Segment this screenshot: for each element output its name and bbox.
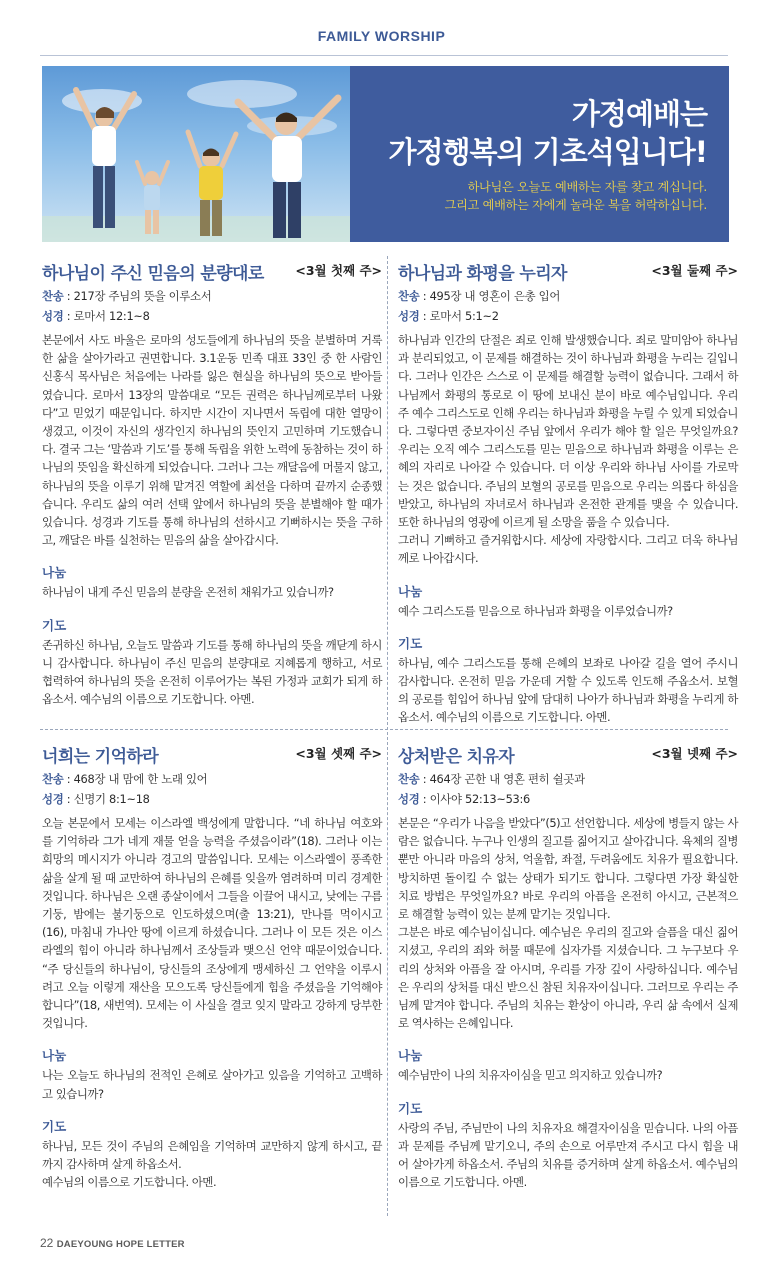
- hero-text-panel: [350, 66, 729, 242]
- share-heading: 나눔: [398, 583, 423, 599]
- section-title: 너희는 기억하라: [42, 747, 159, 767]
- prayer-heading: 기도: [398, 635, 423, 651]
- week-label: <3월 첫째 주>: [295, 263, 382, 278]
- prayer-text: 사랑의 주님, 주님만이 나의 치유자요 해결자이심을 믿습니다. 나의 아픔과 문제를 주님께 맡기오니, 주의 손으로 어루만져 주시고 다시 힘을 내어 살아가게 하옵소서. 주님의 치유를 증거하며 살게 하옵소서. 예수님의 이름으로 기도합니다. 아멘.: [398, 1120, 738, 1190]
- week-label: <3월 셋째 주>: [295, 746, 382, 761]
- worship-section-week4: [398, 742, 738, 1191]
- share-heading: 나눔: [42, 1048, 67, 1064]
- row-divider: [40, 729, 728, 730]
- body-paragraph: 오늘 본문에서 모세는 이스라엘 백성에게 말합니다. “네 하나님 여호와를 기억하라 그가 네게 재물 얻을 능력을 주셨음이라”(18). 그러나 이는 희망의 메시지가 아니라 경고의 말씀입니다. 모세는 이스라엘이 풍족한 삶을 살게 될 때 교만하여 하나님의 은혜를 잊을까 염려하며 미리 경계한 것입니다. 하나님은 오랜 종살이에서 그들을 이끌어 내시고, 낮에는 구름기둥, 밤에는 불기둥으로 인도하셨으며(출 13:21), 만나를 먹이시고(16), 마침내 가나안 땅에 이르게 하셨습니다. 그러나 이 모든 것은 이스라엘의 힘이 아니라 하나님께서 조상들과 맺으신 언약 때문이었습니다. “주 당신들의 하나님이, 당신들의 조상에게 맹세하신 그 언약을 이루시려고 오늘 이렇게 재산을 모으도록 당신들에게 힘을 주셨음을 기억해야 합니다”(18, 새번역). 모세는 이 사실을 결코 잊지 말라고 강하게 당부한 것입니다.: [42, 816, 382, 1031]
- week-label: <3월 넷째 주>: [651, 746, 738, 761]
- hero-title-line2: 가정행복의 기초석입니다!: [388, 135, 707, 169]
- body-paragraph: 본문에서 사도 바울은 로마의 성도들에게 하나님의 뜻을 분별하며 거룩한 삶을 살아가라고 권면합니다. 3.1운동 민족 대표 33인 중 한 사람인 신홍식 목사님은 처음에는 나라를 잃은 현실을 하나님의 뜻으로 받아들였습니다. 로마서 13장의 말씀대로 “모든 권력은 하나님께로부터 나왔다”고 믿었기 때문입니다. 하지만 시간이 지나면서 독립에 대한 열망이 생겼고, 이것이 자신의 생각인지 하나님의 뜻인지 고민하며 기도했습니다. 결국 그는 ‘말씀과 기도’를 통해 독립을 위한 노력에 동참하는 것이 하나님의 뜻임을 확신하게 되었습니다. 그러나 그는 깨달음에 머물지 않고, 하나님의 뜻을 이루기 위해 맡겨진 역할에 최선을 다하며 끝까지 순종했습니다. 우리도 삶의 여러 선택 앞에서 하나님의 뜻을 분별해야 할 때가 있습니다. 성경과 기도를 통해 하나님의 선하시고 기뻐하시는 뜻을 구하고, 깨달은 바를 실천하는 믿음의 삶을 살아갑시다.: [42, 333, 382, 548]
- page-number: 22: [40, 1236, 54, 1250]
- page-footer: [40, 1236, 185, 1250]
- prayer-text: 하나님, 예수 그리스도를 통해 은혜의 보좌로 나아갈 길을 열어 주시니 감사합니다. 온전히 믿음 가운데 거할 수 있도록 인도해 주옵소서. 보혈의 공로를 힘입어 하나님 앞에 담대히 나아가 하나님과 화평을 누리게 하옵소서. 예수님의 이름으로 기도합니다. 아멘.: [398, 655, 738, 725]
- scripture-line: 성경 : 로마서 12:1~8: [42, 309, 150, 323]
- section-title: 상처받은 치유자: [398, 747, 515, 767]
- share-question: 하나님이 내게 주신 믿음의 분량을 온전히 채워가고 있습니까?: [42, 585, 334, 600]
- hymn-line: 찬송 : 217장 주님의 뜻을 이루소서: [42, 289, 212, 303]
- prayer-heading: 기도: [398, 1100, 423, 1116]
- worship-section-week3: [42, 742, 382, 1191]
- hero-subtitle-line1: 하나님은 오늘도 예배하는 자를 찾고 계십니다.: [467, 180, 707, 194]
- week-label: <3월 둘째 주>: [651, 263, 738, 278]
- page-header-title: FAMILY WORSHIP: [317, 28, 446, 44]
- publication-name: DAEYOUNG HOPE LETTER: [56, 1239, 185, 1250]
- hero-banner: [42, 66, 729, 242]
- hero-subtitle-line2: 그리고 예배하는 자에게 놀라운 복을 허락하십니다.: [444, 198, 707, 212]
- section-title: 하나님과 화평을 누리자: [398, 264, 567, 284]
- column-divider: [387, 256, 388, 1216]
- body-paragraph: 그분은 바로 예수님이십니다. 예수님은 우리의 질고와 슬픔을 대신 짊어지셨고, 우리의 죄와 허물 때문에 십자가를 지셨습니다. 그 누구보다 우리의 상처와 아픔을 잘 아시며, 우리를 가장 깊이 사랑하십니다. 예수님은 우리의 상처를 대신 받으신 참된 치유자이십니다. 그러므로 우리는 주님께 맡겨야 합니다. 주님의 치유는 환상이 아니라, 우리 삶 속에서 실제로 역사하는 은혜입니다.: [398, 925, 738, 1031]
- share-heading: 나눔: [398, 1048, 423, 1064]
- prayer-text: 존귀하신 하나님, 오늘도 말씀과 기도를 통해 하나님의 뜻을 깨닫게 하시니 감사합니다. 하나님이 주신 믿음의 분량대로 지혜롭게 행하고, 서로 협력하여 하나님의 뜻을 온전히 이루어가는 복된 가정과 교회가 되게 하옵소서. 예수님의 이름으로 기도합니다. 아멘.: [42, 637, 382, 707]
- family-illustration: [42, 66, 350, 242]
- prayer-heading: 기도: [42, 617, 67, 633]
- share-heading: 나눔: [42, 565, 67, 581]
- scripture-line: 성경 : 로마서 5:1~2: [398, 309, 499, 323]
- section-title: 하나님이 주신 믿음의 분량대로: [42, 264, 264, 284]
- hymn-line: 찬송 : 495장 내 영혼이 은총 입어: [398, 289, 561, 303]
- body-paragraph: 그러니 기뻐하고 즐거워합시다. 세상에 자랑합시다. 그리고 더욱 하나님께로 나아갑시다.: [398, 533, 738, 566]
- hymn-line: 찬송 : 464장 곤한 내 영혼 편히 쉴곳과: [398, 772, 585, 786]
- header-divider: [40, 55, 728, 56]
- worship-section-week2: [398, 259, 738, 727]
- body-paragraph: 하나님과 인간의 단절은 죄로 인해 발생했습니다. 죄로 말미암아 하나님과 분리되었고, 이 문제를 해결하는 것이 하나님과 화평을 누리는 길입니다. 그러나 인간은 스스로 이 문제를 해결할 능력이 없습니다. 그래서 하나님께서 화평의 통로로 이 땅에 보내신 분이 바로 예수님입니다. 우리 주 예수 그리스도로 인해 우리는 하나님과 화평을 누릴 수 있게 되었습니다. 그렇다면 중보자이신 주님 앞에서 우리가 해야 할 일은 무엇일까요? 우리는 오직 예수 그리스도를 믿는 믿음으로 하나님과 화평을 이루는 은혜의 자리로 나아갈 수 있습니다. 더 이상 우리와 하나님 사이를 가로막는 것은 없습니다. 주님의 보혈의 공로를 믿음으로 우리는 의롭다 하심을 받았고, 하나님의 자녀로서 하나님과 온전한 관계를 맺을 수 있습니다. 또한 하나님의 영광에 이르게 될 소망을 품을 수 있습니다.: [398, 333, 738, 530]
- family-photo: [42, 66, 350, 242]
- section-body: [42, 331, 382, 549]
- prayer-text: 하나님, 모든 것이 주님의 은혜임을 기억하며 교만하지 않게 하시고, 끝까지 감사하며 살게 하옵소서. 예수님의 이름으로 기도합니다. 아멘.: [42, 1138, 382, 1190]
- scripture-line: 성경 : 이사야 52:13~53:6: [398, 792, 530, 806]
- share-question: 예수 그리스도를 믿음으로 하나님과 화평을 이루었습니까?: [398, 603, 673, 618]
- prayer-heading: 기도: [42, 1118, 67, 1134]
- hymn-line: 찬송 : 468장 내 맘에 한 노래 있어: [42, 772, 208, 786]
- worship-section-week1: [42, 259, 382, 708]
- share-question: 나는 오늘도 하나님의 전적인 은혜로 살아가고 있음을 기억하고 고백하고 있습니까?: [42, 1068, 382, 1101]
- body-paragraph: 본문은 “우리가 나음을 받았다”(5)고 선언합니다. 세상에 병들지 않는 사람은 없습니다. 누구나 인생의 질고를 짊어지고 살아갑니다. 육체의 질병뿐만 아니라 마음의 상처, 억울함, 좌절, 두려움에도 치유가 필요합니다. 방치하면 돌이킬 수 없는 상태가 되기도 합니다. 그렇다면 가장 확실한 치료 방법은 무엇일까요? 바로 우리의 아픔을 온전히 아시고, 근본적으로 해결할 능력이 있는 분께 맡기는 것입니다.: [398, 816, 738, 922]
- share-question: 예수님만이 나의 치유자이심을 믿고 의지하고 있습니까?: [398, 1068, 663, 1083]
- section-body: [398, 331, 738, 568]
- hero-title-line1: 가정예배는: [571, 97, 707, 131]
- scripture-line: 성경 : 신명기 8:1~18: [42, 792, 150, 806]
- section-body: [398, 814, 738, 1032]
- section-body: [42, 814, 382, 1032]
